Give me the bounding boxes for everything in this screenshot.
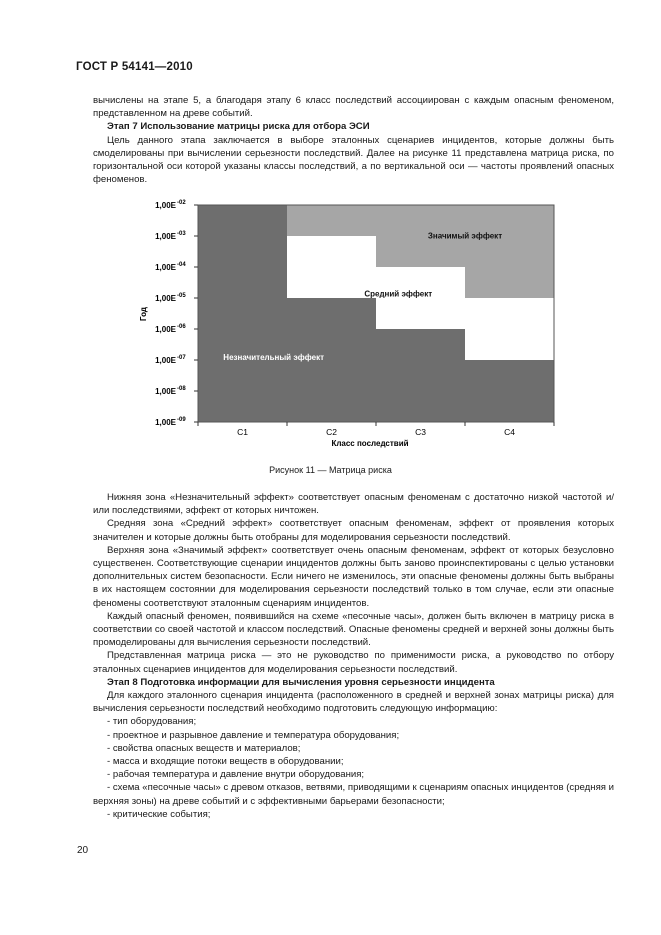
- figure-caption: Рисунок 11 — Матрица риска: [269, 465, 392, 475]
- list-item: - свойства опасных веществ и материалов;: [107, 742, 301, 754]
- list-item: - тип оборудования;: [107, 716, 197, 728]
- paragraph: Нижняя зона «Незначительный эффект» соответствует опасным феноменам с достаточно низкой частотой и/или последствиями, эффект от которых ничтожен.: [93, 492, 614, 517]
- list-item: - критические события;: [107, 808, 211, 820]
- y-tick-exponent: -07: [177, 355, 186, 361]
- zone-label: Незначительный эффект: [223, 353, 325, 362]
- matrix-cell: [465, 391, 555, 423]
- matrix-cell: [376, 360, 466, 392]
- risk-matrix-chart: [128, 196, 568, 454]
- section-heading: Этап 7 Использование матрицы риска для отбора ЭСИ: [107, 121, 370, 133]
- matrix-cell: [465, 298, 555, 330]
- paragraph: Каждый опасный феномен, появившийся на схеме «песочные часы», должен быть включен в матрицу риска в соответствии со своей частотой и классом последствий. Опасные феномены средней и верхней зоны должны быть промоделированы для вычисления серьезности последствий.: [93, 610, 614, 649]
- list-item: - проектное и разрывное давление и температура оборудования;: [107, 729, 400, 741]
- matrix-cell: [198, 298, 288, 330]
- matrix-cell: [198, 205, 288, 237]
- matrix-cell: [465, 329, 555, 361]
- matrix-cell: [287, 267, 377, 299]
- zone-label: Средний эффект: [364, 289, 433, 299]
- y-tick-label: 1,00E: [155, 418, 176, 427]
- y-axis-label: Год: [139, 307, 148, 321]
- y-tick-label: 1,00E: [155, 201, 176, 210]
- x-tick-label: C3: [415, 427, 426, 437]
- matrix-cell: [287, 298, 377, 330]
- y-tick-label: 1,00E: [155, 387, 176, 396]
- matrix-cell: [465, 236, 555, 268]
- y-tick-exponent: -05: [177, 293, 186, 299]
- list-item: - рабочая температура и давление внутри оборудования;: [107, 769, 365, 781]
- y-tick-exponent: -08: [177, 386, 186, 392]
- matrix-cell: [198, 360, 288, 392]
- x-tick-label: C2: [326, 427, 337, 437]
- matrix-cell: [376, 391, 466, 423]
- matrix-cell: [198, 391, 288, 423]
- paragraph: Верхняя зона «Значимый эффект» соответствует очень опасным феноменам, эффект от которых безусловно существенен. Соответствующие сценарии инцидентов должны быть заново проинспектированы с целью установки дополнительных систем безопасности. Если ничего не изменилось, эти опасные феномены должны быть выбраны в их настоящем состоянии для моделирования серьезности последствий только в том случае, если эти опасные феномены соответствуют эталонным сценариям инцидентов.: [93, 544, 614, 609]
- list-item: - масса и входящие потоки веществ в оборудовании;: [107, 756, 344, 768]
- y-tick-exponent: -02: [177, 200, 186, 206]
- matrix-cell: [465, 360, 555, 392]
- paragraph: Средняя зона «Средний эффект» соответствует опасным феноменам, эффект от проявления которых значителен и которые должны быть отобраны для моделирования серьезности последствий.: [93, 518, 614, 543]
- y-axis-ticks: [155, 200, 198, 427]
- y-tick-label: 1,00E: [155, 294, 176, 303]
- paragraph: вычислены на этапе 5, а благодаря этапу 6 класс последствий ассоциирован с каждым опасным феноменом, представленном на древе событий.: [93, 95, 614, 120]
- y-tick-label: 1,00E: [155, 325, 176, 334]
- x-tick-label: C4: [504, 427, 515, 437]
- intro-text: [93, 94, 614, 186]
- x-tick-label: C1: [237, 427, 248, 437]
- matrix-cell: [376, 298, 466, 330]
- document-header: ГОСТ Р 54141—2010: [76, 61, 193, 73]
- paragraph: Цель данного этапа заключается в выборе эталонных сценариев инцидентов, которые должны быть смоделированы при вычислении серьезности последствий. Далее на рисунке 11 представлена матрица риска, по горизонтальной оси которой указаны классы последствий, а по вертикальной оси — частоты проявлений опасных феноменов.: [93, 134, 614, 186]
- matrix-cell: [287, 360, 377, 392]
- y-tick-label: 1,00E: [155, 232, 176, 241]
- matrix-cell: [287, 205, 377, 237]
- section-heading: Этап 8 Подготовка информации для вычисления уровня серьезности инцидента: [107, 676, 495, 688]
- y-tick-exponent: -09: [177, 417, 186, 423]
- matrix-cell: [287, 391, 377, 423]
- zone-label: Значимый эффект: [427, 231, 503, 241]
- matrix-cell: [198, 267, 288, 299]
- y-tick-label: 1,00E: [155, 356, 176, 365]
- y-tick-label: 1,00E: [155, 263, 176, 272]
- x-axis-label: Класс последствий: [331, 439, 409, 448]
- matrix-cell: [287, 236, 377, 268]
- matrix-cell: [465, 267, 555, 299]
- y-tick-exponent: -03: [177, 231, 186, 237]
- x-axis-ticks: [198, 422, 554, 437]
- page-number: 20: [77, 845, 89, 856]
- paragraph: Представленная матрица риска — это не руководство по применимости риска, а руководство по отбору эталонных сценариев инцидентов для моделирования серьезности последствий.: [93, 650, 614, 675]
- y-tick-exponent: -04: [177, 262, 186, 268]
- matrix-cell: [376, 236, 466, 268]
- matrix-cell: [198, 236, 288, 268]
- paragraph: Для каждого эталонного сценария инцидента (расположенного в средней и верхней зонах матрицы риска) для вычисления серьезности последствий необходимо подготовить следующую информацию:: [93, 690, 614, 715]
- body-text: [93, 491, 614, 821]
- list-item: - схема «песочные часы» с древом отказов, ветвями, приводящими к сценариям опасных инцидентов (средняя и верхняя зоны) на древе событий и с эффективными барьерами безопасности;: [93, 782, 614, 807]
- matrix-cell: [376, 329, 466, 361]
- y-tick-exponent: -06: [177, 324, 186, 330]
